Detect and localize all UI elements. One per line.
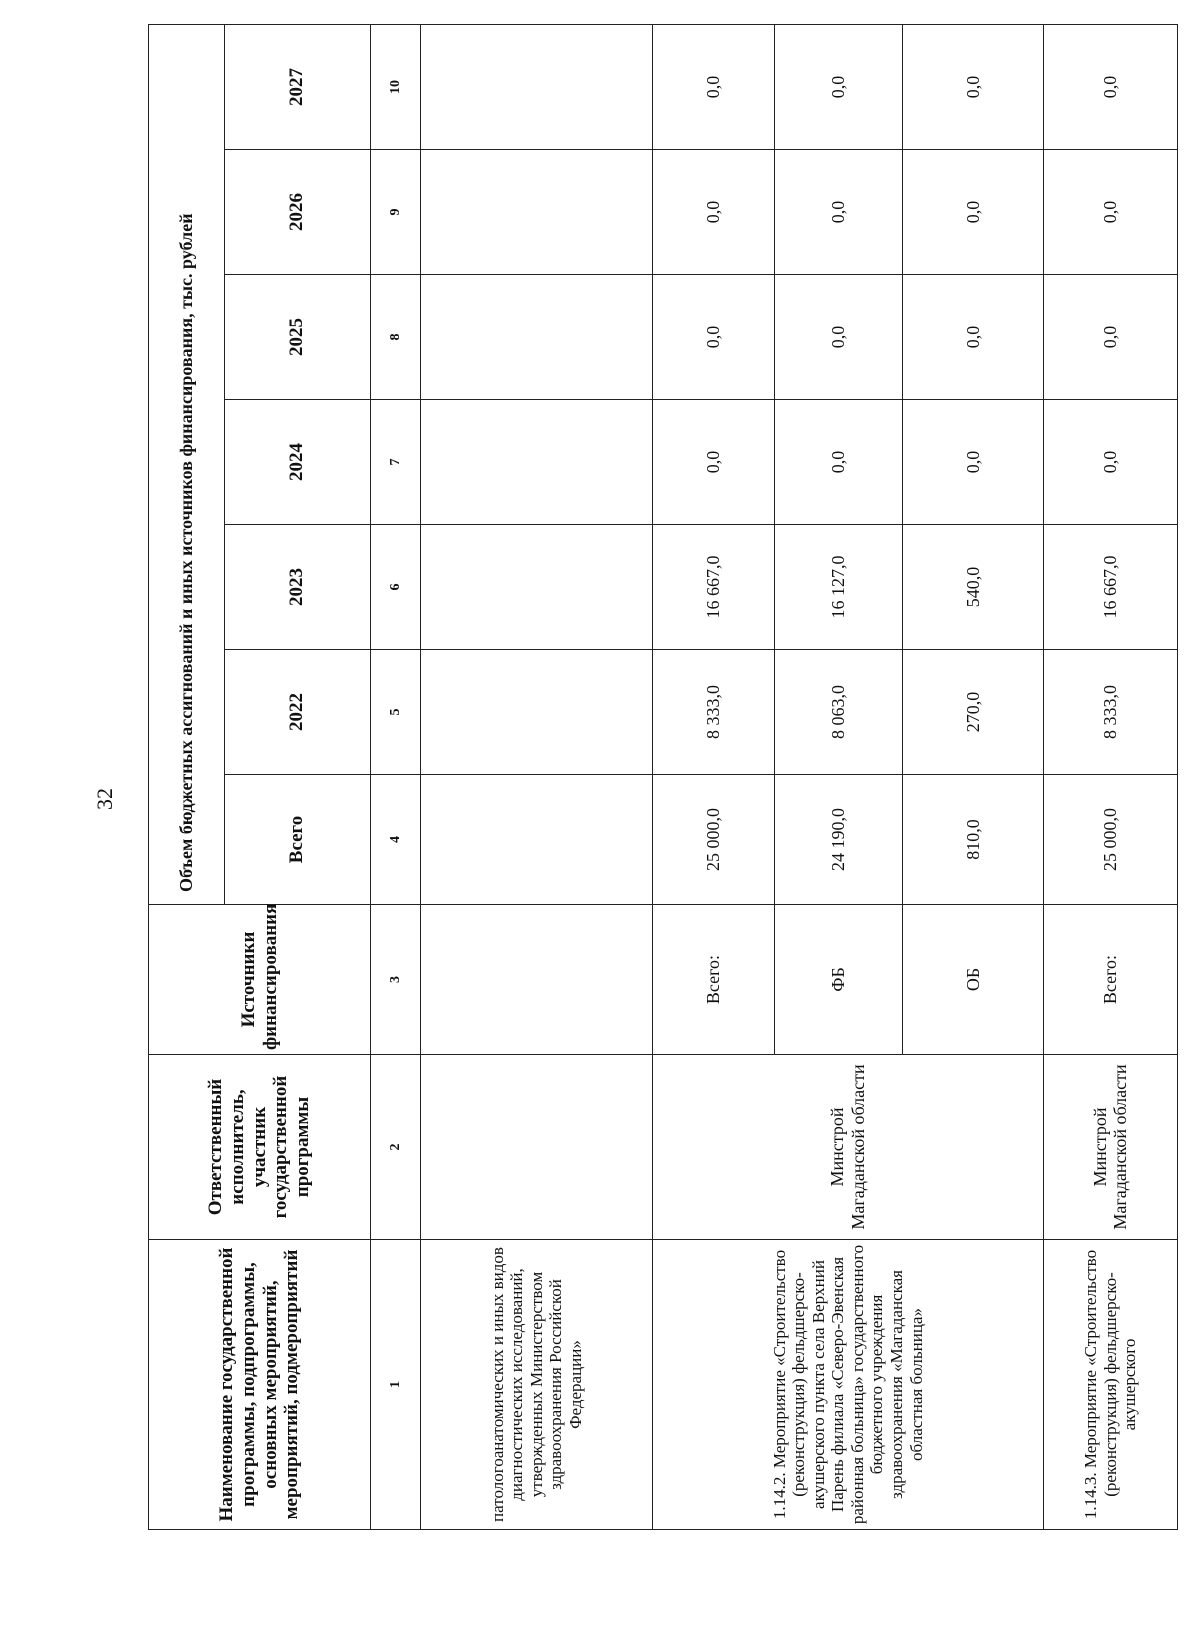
value-cell: 16 667,0 (653, 525, 775, 650)
value-cell: 0,0 (1043, 24, 1177, 149)
value-cell: 16 667,0 (1043, 525, 1177, 650)
empty-cell (421, 525, 653, 650)
header-budget-group: Объем бюджетных ассигнований и иных источников финансирования, тыс. рублей (149, 24, 225, 904)
value-cell: 0,0 (775, 150, 903, 275)
col-number: 3 (371, 905, 421, 1055)
value-cell: 0,0 (903, 24, 1043, 149)
empty-cell (421, 905, 653, 1055)
col-number: 10 (371, 24, 421, 149)
header-year-2023: 2023 (224, 525, 370, 650)
source-label: Всего: (1043, 905, 1177, 1055)
source-label: ФБ (775, 905, 903, 1055)
header-row-1 (149, 24, 225, 1529)
value-cell: 25 000,0 (1043, 775, 1177, 905)
value-cell: 0,0 (1043, 150, 1177, 275)
empty-cell (421, 150, 653, 275)
value-cell: 0,0 (653, 150, 775, 275)
value-cell: 0,0 (1043, 400, 1177, 525)
financing-table (148, 24, 1178, 1530)
header-year-2022: 2022 (224, 650, 370, 775)
value-cell: 8 063,0 (775, 650, 903, 775)
value-cell: 0,0 (775, 24, 903, 149)
header-name: Наименование государственной программы, подпрограммы, основных мероприятий, мероприятий, подмероприятий (149, 1240, 371, 1530)
header-executor: Ответственный исполнитель, участник государственной программы (149, 1055, 371, 1240)
empty-cell (421, 275, 653, 400)
header-year-2025: 2025 (224, 275, 370, 400)
col-number: 5 (371, 650, 421, 775)
value-cell: 8 333,0 (1043, 650, 1177, 775)
value-cell: 8 333,0 (653, 650, 775, 775)
empty-cell (421, 650, 653, 775)
empty-cell (421, 1055, 653, 1240)
column-numbers-row (371, 24, 421, 1529)
continuation-name: патологоанатомических и иных видов диагностических исследований, утвержденных Министерством здравоохранения Российской Федерации» (421, 1240, 653, 1530)
measure-1-14-2-name: 1.14.2. Мероприятие «Строительство (реконструкция) фельдшерско-акушерского пункта села Верхний Парень филиала «Северо-Эвенская районная больница» государственного бюджетного учреждения здравоохранения «Магаданская областная больница» (653, 1240, 1044, 1530)
value-cell: 0,0 (775, 400, 903, 525)
value-cell: 810,0 (903, 775, 1043, 905)
value-cell: 540,0 (903, 525, 1043, 650)
col-number: 6 (371, 525, 421, 650)
value-cell: 0,0 (1043, 275, 1177, 400)
table-row-m2-total (653, 24, 775, 1529)
source-label: Всего: (653, 905, 775, 1055)
header-year-total: Всего (224, 775, 370, 905)
value-cell: 25 000,0 (653, 775, 775, 905)
header-source: Источники финансирования (149, 905, 371, 1055)
measure-1-14-3-name: 1.14.3. Мероприятие «Строительство (реконструкция) фельдшерско-акушерского (1043, 1240, 1177, 1530)
value-cell: 0,0 (653, 400, 775, 525)
value-cell: 0,0 (903, 275, 1043, 400)
measure-1-14-3-executor: Минстрой Магаданской области (1043, 1055, 1177, 1240)
empty-cell (421, 400, 653, 525)
empty-cell (421, 24, 653, 149)
header-year-2026: 2026 (224, 150, 370, 275)
table-row-m3-total (1043, 24, 1177, 1529)
value-cell: 270,0 (903, 650, 1043, 775)
col-number: 8 (371, 275, 421, 400)
table-row-continuation (421, 24, 653, 1529)
value-cell: 24 190,0 (775, 775, 903, 905)
value-cell: 0,0 (775, 275, 903, 400)
value-cell: 0,0 (903, 150, 1043, 275)
col-number: 7 (371, 400, 421, 525)
col-number: 2 (371, 1055, 421, 1240)
measure-1-14-2-executor: Минстрой Магаданской области (653, 1055, 1044, 1240)
value-cell: 0,0 (653, 275, 775, 400)
rotated-table-wrapper (148, 25, 1178, 1530)
header-year-2024: 2024 (224, 400, 370, 525)
col-number: 4 (371, 775, 421, 905)
header-year-2027: 2027 (224, 24, 370, 149)
empty-cell (421, 775, 653, 905)
page-number: 32 (92, 788, 117, 810)
value-cell: 16 127,0 (775, 525, 903, 650)
col-number: 9 (371, 150, 421, 275)
source-label: ОБ (903, 905, 1043, 1055)
value-cell: 0,0 (653, 24, 775, 149)
value-cell: 0,0 (903, 400, 1043, 525)
col-number: 1 (371, 1240, 421, 1530)
